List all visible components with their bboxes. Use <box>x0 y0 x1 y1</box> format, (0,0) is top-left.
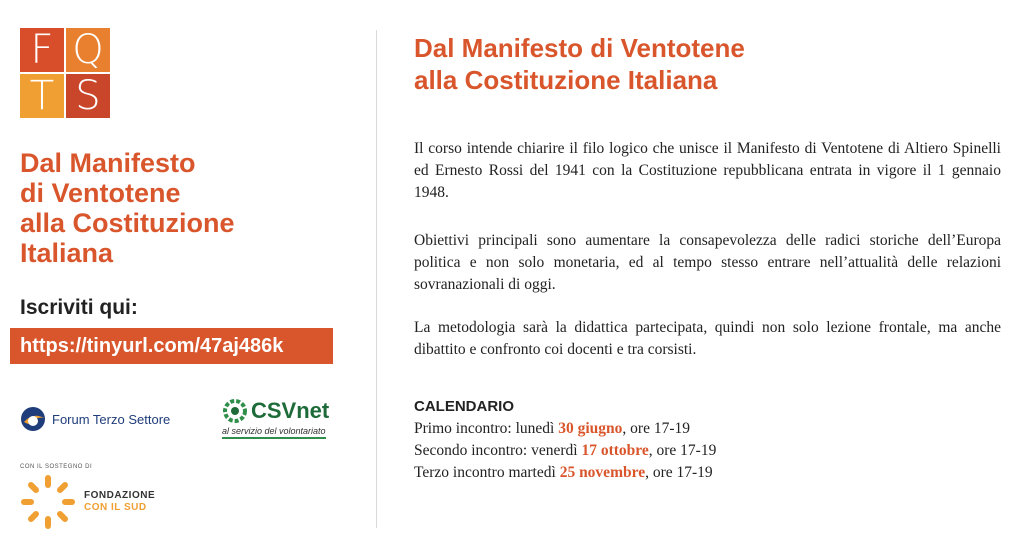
course-title-line2: alla Costituzione Italiana <box>414 65 718 95</box>
left-title-line: Dal Manifesto <box>20 148 196 178</box>
subscribe-label: Iscriviti qui: <box>20 296 138 319</box>
fondazione-line2: CON IL SUD <box>84 502 147 513</box>
fqts-logo <box>20 28 110 118</box>
calendar-item-suffix: , ore 17-19 <box>648 442 717 459</box>
calendar-item-prefix: Terzo incontro martedì <box>414 464 560 481</box>
csvnet-tagline: al servizio del volontariato <box>222 426 326 436</box>
calendar-item <box>414 440 716 462</box>
objectives-paragraph: Obiettivi principali sono aumentare la consapevolezza delle radici storiche dell’Europa politica e non solo monetaria, ed al tempo stesso entrare nell’attualità delle relazioni sovranazionali di oggi. <box>414 232 1001 293</box>
calendar-item-date: 30 giugno <box>558 420 623 437</box>
fondazione-text <box>84 490 155 514</box>
fondazione-line1: FONDAZIONE <box>84 490 156 501</box>
forum-label: Forum Terzo Settore <box>52 411 171 427</box>
calendar-heading: CALENDARIO <box>414 398 514 415</box>
logo-letter-f: F <box>20 28 64 72</box>
csvnet-logo <box>222 398 329 439</box>
csvnet-icon <box>222 398 248 424</box>
forum-icon <box>18 404 48 434</box>
vertical-divider <box>376 30 377 528</box>
left-title-line: alla Costituzione <box>20 208 235 238</box>
logo-letter-s: S <box>66 74 110 118</box>
left-panel <box>0 0 370 552</box>
sun-icon <box>20 474 76 530</box>
left-title <box>20 148 350 268</box>
left-title-line: di Ventotene <box>20 178 181 208</box>
calendar-item <box>414 462 716 484</box>
csvnet-underline <box>222 437 326 439</box>
calendar <box>414 396 716 484</box>
right-panel <box>414 0 1004 552</box>
calendar-item <box>414 418 716 440</box>
calendar-item-suffix: , ore 17-19 <box>622 420 690 437</box>
sostegno-label: CON IL SOSTEGNO DI <box>20 464 93 470</box>
description-paragraph: Il corso intende chiarire il filo logico che unisce il Manifesto di Ventotene di Altiero Spinelli ed Ernesto Rossi del 1941 con la Costituzione repubblicana entrata in vigore il 1 gennaio 1948. <box>414 140 1001 201</box>
calendar-item-suffix: , ore 17-19 <box>645 464 713 481</box>
course-title-line1: Dal Manifesto di Ventotene <box>414 33 745 63</box>
calendar-item-prefix: Primo incontro: lunedì <box>414 420 559 437</box>
logo-letter-t: T <box>20 74 64 118</box>
calendar-item-prefix: Secondo incontro: venerdì <box>414 442 582 459</box>
subscribe-link[interactable]: https://tinyurl.com/47aj486k <box>10 328 333 364</box>
calendar-item-date: 17 ottobre <box>581 442 649 459</box>
logo-letter-q: Q <box>66 28 110 72</box>
csvnet-name: CSVnet <box>251 398 330 423</box>
calendar-item-date: 25 novembre <box>559 464 646 481</box>
forum-terzo-settore-logo <box>18 404 170 434</box>
fondazione-con-il-sud-logo <box>20 474 155 530</box>
left-title-line: Italiana <box>20 238 114 268</box>
course-title <box>414 32 745 96</box>
methodology-paragraph: La metodologia sarà la didattica partecipata, quindi non solo lezione frontale, ma anche dibattito e confronto coi docenti e tra corsisti. <box>414 319 1001 358</box>
